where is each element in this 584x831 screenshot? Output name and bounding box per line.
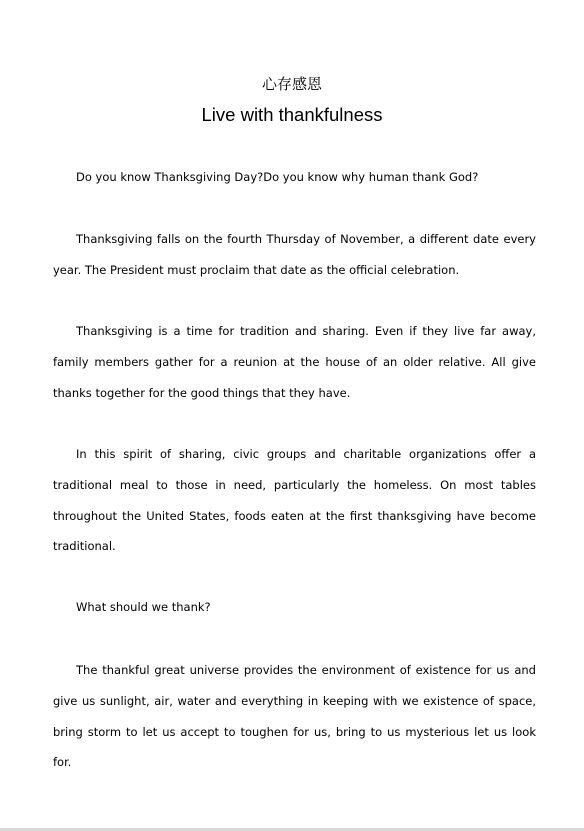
paragraph-4: In this spirit of sharing, civic groups and charitable organizations offer a traditional meal to those in need, particularly the homeless. On most tables throughout the United States, foods eaten at the first thanksgiving have become traditional. [53,447,536,554]
paragraph-2: Thanksgiving falls on the fourth Thursday of November, a different date every year. The President must proclaim that date as the official celebration. [53,232,536,277]
paragraph-3: Thanksgiving is a time for tradition and sharing. Even if they live far away, family members gather for a reunion at the house of an older relative. All give thanks together for the good things that they have. [53,324,536,400]
paragraph-1: Do you know Thanksgiving Day?Do you know why human thank God? [76,170,479,184]
paragraph-6: The thankful great universe provides the environment of existence for us and give us sunlight, air, water and everything in keeping with we existence of space, bring storm to let us accept to toughen for us, bring to us mysterious let us look for. [53,663,536,770]
paragraph-5: What should we thank? [76,600,211,614]
chinese-title: 心存感恩 [261,75,322,93]
english-title: Live with thankfulness [201,104,383,125]
